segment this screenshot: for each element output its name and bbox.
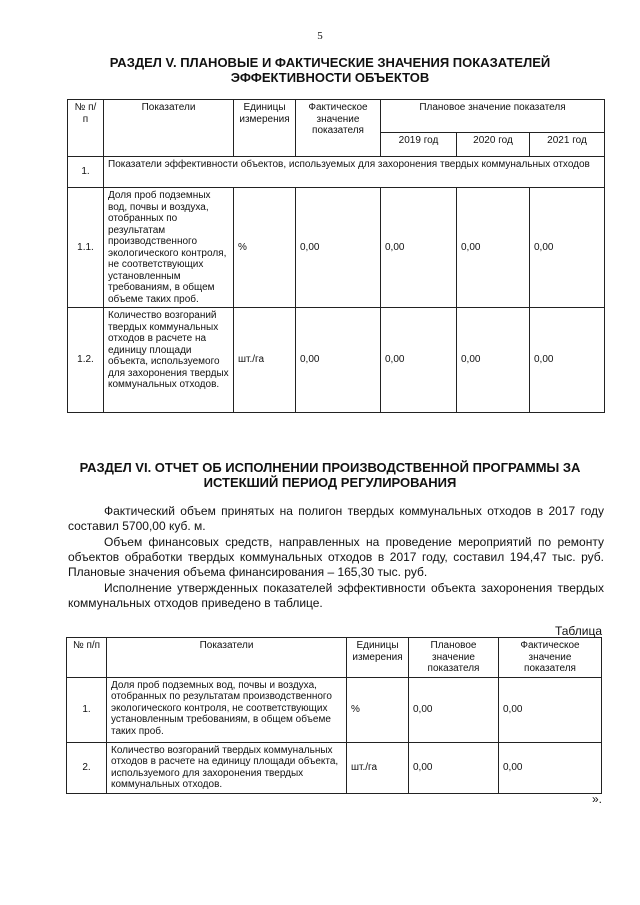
- row-indicator: Количество возгораний твердых коммунальных отходов в расчете на единицу площади объекта, используемого для захоронения твердых коммунальных отходов.: [104, 308, 234, 413]
- section6-title: [60, 460, 600, 490]
- year-2021-header: 2021 год: [530, 133, 605, 157]
- section6-title-line1: РАЗДЕЛ VI. ОТЧЕТ ОБ ИСПОЛНЕНИИ ПРОИЗВОДСТВЕННОЙ ПРОГРАММЫ ЗА: [79, 460, 581, 475]
- col-units-header: Единицы измерения: [347, 638, 409, 678]
- row-unit: шт./га: [347, 742, 409, 793]
- table-row: [67, 742, 602, 793]
- row-indicator: Доля проб подземных вод, почвы и воздуха, отобранных по результатам производственного экологического контроля, не соответствующих установленным требованиям, в общем объеме таких проб.: [104, 188, 234, 308]
- col-num-header: № п/п: [67, 638, 107, 678]
- page-number: 5: [317, 30, 323, 42]
- col-actual-header: Фактическое значение показателя: [499, 638, 602, 678]
- paragraph-table-intro: Исполнение утвержденных показателей эффективности объекта захоронения твердых коммунальных отходов приведено в таблице.: [68, 581, 604, 610]
- row-indicator: Количество возгораний твердых коммунальных отходов в расчете на единицу площади объекта, используемого для захоронения твердых коммунальных отходов.: [107, 742, 347, 793]
- row-unit: %: [347, 677, 409, 742]
- closing-quote: ».: [592, 792, 603, 806]
- section5-table: [67, 99, 605, 413]
- table-row: [68, 308, 605, 413]
- col-plan-header: Плановое значение показателя: [409, 638, 499, 678]
- row-num: 1.1.: [68, 188, 104, 308]
- row-2020: 0,00: [457, 308, 530, 413]
- paragraph-volume: Фактический объем принятых на полигон твердых коммунальных отходов в 2017 году составил 5700,00 куб. м.: [68, 504, 604, 533]
- col-indicators-header: Показатели: [104, 100, 234, 157]
- table-row: [67, 677, 602, 742]
- row-unit: шт./га: [234, 308, 296, 413]
- row-actual: 0,00: [296, 188, 381, 308]
- table-caption: Таблица: [554, 624, 602, 638]
- row-actual: 0,00: [296, 308, 381, 413]
- col-plan-header: Плановое значение показателя: [381, 100, 605, 133]
- col-num-header: № п/п: [68, 100, 104, 157]
- row-2021: 0,00: [530, 188, 605, 308]
- table-group-row: [68, 157, 605, 188]
- row-plan: 0,00: [409, 677, 499, 742]
- section5-title: [60, 55, 600, 85]
- row-unit: %: [234, 188, 296, 308]
- group-label: Показатели эффективности объектов, используемых для захоронения твердых коммунальных отходов: [104, 157, 605, 188]
- row-num: 1.: [67, 677, 107, 742]
- row-num: 2.: [67, 742, 107, 793]
- row-num: 1.2.: [68, 308, 104, 413]
- col-units-header: Единицы измерения: [234, 100, 296, 157]
- col-indicators-header: Показатели: [107, 638, 347, 678]
- section6-title-line2: ИСТЕКШИЙ ПЕРИОД РЕГУЛИРОВАНИЯ: [203, 475, 457, 490]
- table-header-row: [67, 638, 602, 678]
- row-2019: 0,00: [381, 188, 457, 308]
- row-indicator: Доля проб подземных вод, почвы и воздуха, отобранных по результатам производственного экологического контроля, не соответствующих установленным требованиям, в общем объеме таких проб.: [107, 677, 347, 742]
- col-actual-header: Фактическое значение показателя: [296, 100, 381, 157]
- paragraph-financing: Объем финансовых средств, направленных на проведение мероприятий по ремонту объектов обработки твердых коммунальных отходов в 2017 году, составил 194,47 тыс. руб. Плановые значения объема финансирования – 165,30 тыс. руб.: [68, 535, 604, 579]
- row-plan: 0,00: [409, 742, 499, 793]
- row-actual: 0,00: [499, 677, 602, 742]
- table-row: [68, 188, 605, 308]
- year-2019-header: 2019 год: [381, 133, 457, 157]
- row-2020: 0,00: [457, 188, 530, 308]
- year-2020-header: 2020 год: [457, 133, 530, 157]
- section6-table: [66, 637, 602, 794]
- group-num: 1.: [68, 157, 104, 188]
- section5-title-line2: ЭФФЕКТИВНОСТИ ОБЪЕКТОВ: [230, 70, 430, 85]
- row-actual: 0,00: [499, 742, 602, 793]
- table-header-row: [68, 100, 605, 133]
- row-2019: 0,00: [381, 308, 457, 413]
- section5-title-line1: РАЗДЕЛ V. ПЛАНОВЫЕ И ФАКТИЧЕСКИЕ ЗНАЧЕНИЯ ПОКАЗАТЕЛЕЙ: [109, 55, 551, 70]
- row-2021: 0,00: [530, 308, 605, 413]
